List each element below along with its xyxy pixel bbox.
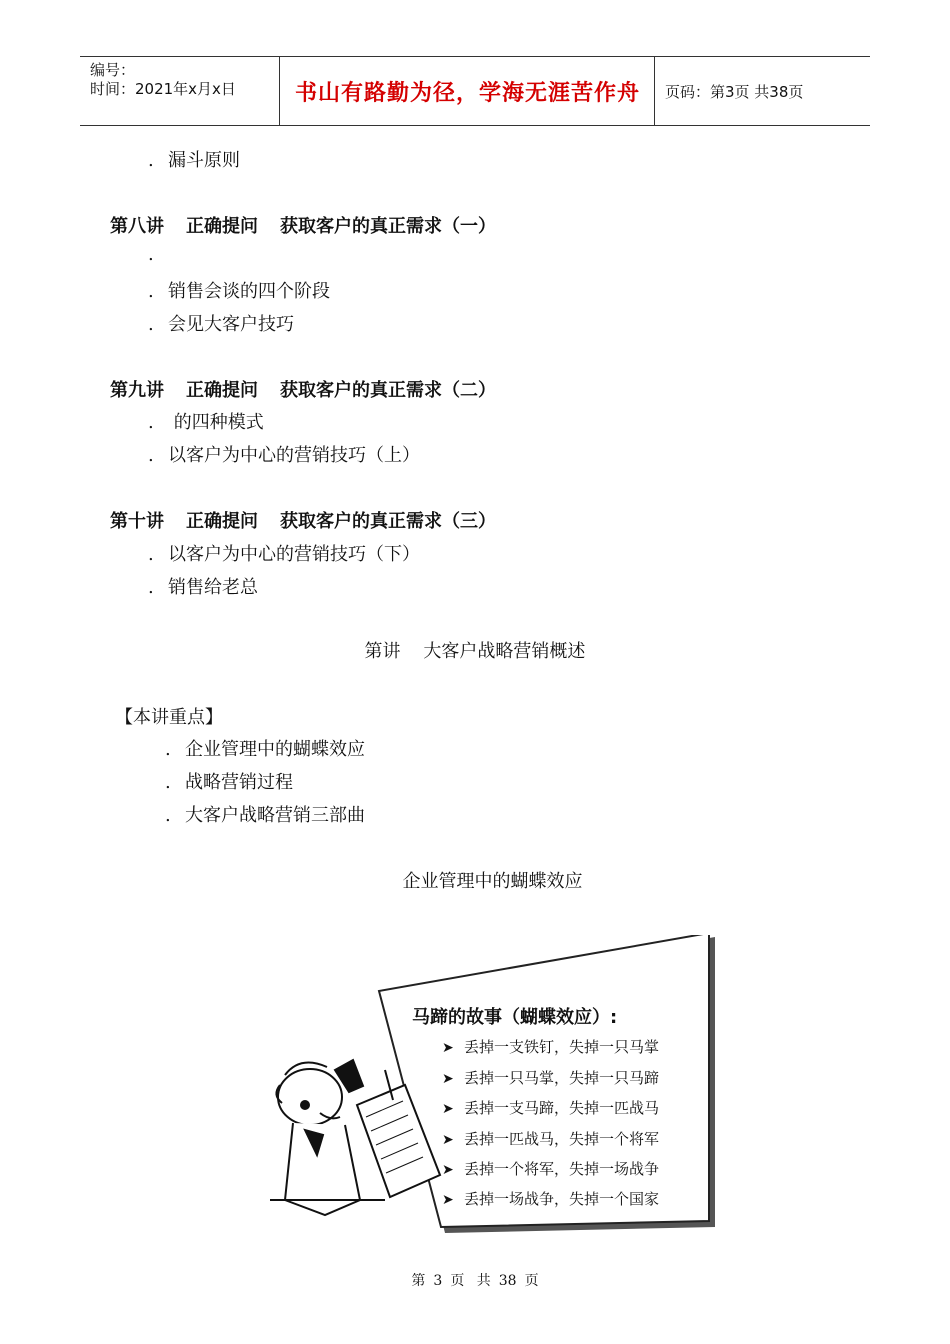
- header-motto: 书山有路勤为径，学海无涯苦作舟: [281, 57, 655, 125]
- story-item: ➤ 丢掉一个将军，失掉一场战争: [442, 1160, 660, 1178]
- key-points-label: 【本讲重点】: [115, 707, 223, 728]
- story-item: ➤ 丢掉一场战争，失掉一个国家: [442, 1190, 660, 1208]
- arrow-right-icon: ➤: [442, 1071, 454, 1087]
- list-item: . 企业管理中的蝴蝶效应: [165, 739, 365, 760]
- list-item: . 的四种模式: [148, 412, 264, 433]
- section-title: 第讲 大客户战略营销概述: [364, 641, 586, 662]
- bullet: .: [165, 739, 171, 760]
- story-item: ➤ 丢掉一只马掌，失掉一只马蹄: [442, 1069, 660, 1087]
- subsection-title: 企业管理中的蝴蝶效应: [402, 871, 583, 892]
- lecture-heading-9: 第九讲 正确提问 获取客户的真正需求（二）: [110, 380, 496, 401]
- list-item: . 会见大客户技巧: [148, 314, 294, 335]
- lecture-heading-8: 第八讲 正确提问 获取客户的真正需求（一）: [110, 216, 496, 237]
- lecture-heading-10: 第十讲 正确提问 获取客户的真正需求（三）: [110, 511, 496, 532]
- header-meta: [80, 57, 280, 125]
- number-label: 编号：: [90, 61, 136, 79]
- page-footer: 第 3 页 共 38 页: [411, 1273, 539, 1289]
- list-item: . 战略营销过程: [165, 772, 293, 793]
- bullet: .: [148, 412, 154, 433]
- bullet: .: [148, 281, 154, 302]
- bullet: .: [165, 805, 171, 826]
- bullet: .: [148, 244, 154, 265]
- header-page-label: 页码：第3页 共38页: [665, 82, 804, 101]
- bullet: .: [148, 445, 154, 466]
- bullet: .: [165, 772, 171, 793]
- bullet: .: [148, 150, 154, 171]
- arrow-right-icon: ➤: [442, 1192, 454, 1208]
- list-item: . 销售给老总: [148, 577, 258, 598]
- list-item: . 销售会谈的四个阶段: [148, 281, 330, 302]
- page-header: [80, 56, 870, 126]
- list-item: . 漏斗原则: [148, 150, 240, 171]
- list-item: . 大客户战略营销三部曲: [165, 805, 365, 826]
- arrow-right-icon: ➤: [442, 1040, 454, 1056]
- arrow-right-icon: ➤: [442, 1132, 454, 1148]
- story-item: ➤ 丢掉一匹战马，失掉一个将军: [442, 1130, 660, 1148]
- story-item: ➤ 丢掉一支马蹄，失掉一匹战马: [442, 1099, 660, 1117]
- arrow-right-icon: ➤: [442, 1101, 454, 1117]
- bullet: .: [148, 314, 154, 335]
- arrow-right-icon: ➤: [442, 1162, 454, 1178]
- list-item: . 以客户为中心的营销技巧（下）: [148, 544, 420, 565]
- bullet: .: [148, 577, 154, 598]
- story-title: 马蹄的故事（蝴蝶效应）:: [412, 1007, 618, 1028]
- bullet: .: [148, 544, 154, 565]
- story-item: ➤ 丢掉一支铁钉，失掉一只马掌: [442, 1038, 660, 1056]
- list-item: [148, 244, 168, 265]
- list-item: . 以客户为中心的营销技巧（上）: [148, 445, 420, 466]
- time-label: 时间：2021年x月x日: [90, 80, 236, 98]
